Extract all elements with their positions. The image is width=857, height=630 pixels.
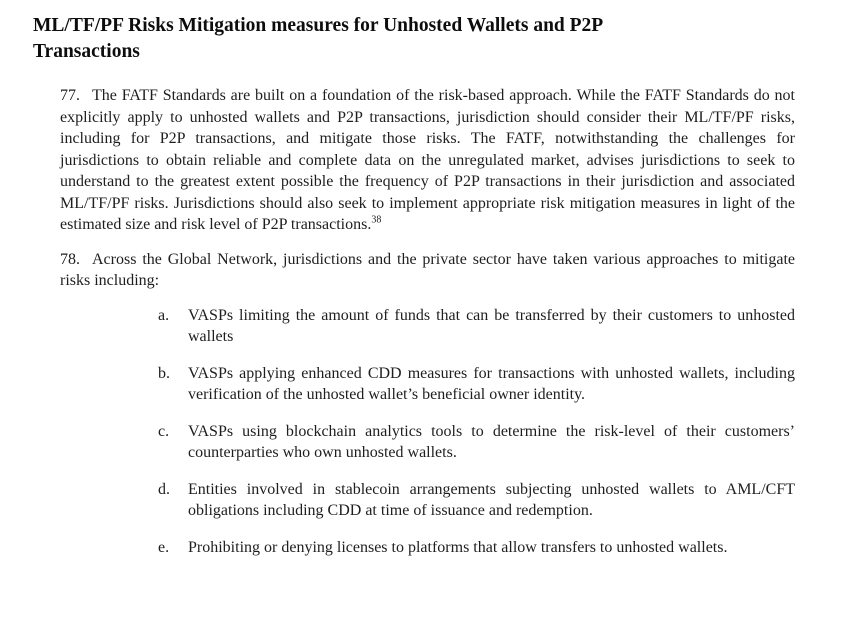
paragraph-77-text: The FATF Standards are built on a foundation of the risk-based approach. While the FATF Standards do not explicitly apply to unhosted wallets and P2P transactions, jurisdiction should consider their ML/TF/PF risks, including for P2P transactions, and mitigate those risks. The FATF, notwithstanding the challenges for jurisdictions to obtain reliable and complete data on the unregulated market, advises jurisdictions to seek to understand to the greatest extent possible the frequency of P2P transactions in their jurisdiction and associated ML/TF/PF risks. Jurisdictions should also seek to implement appropriate risk mitigation measures in light of the estimated size and risk level of P2P transactions. [60,87,795,233]
paragraph-77 [60,85,795,236]
paragraph-77-number: 77. [60,87,80,104]
list-item-d-marker: d. [158,480,170,498]
list-item-d-text: Entities involved in stablecoin arrangements subjecting unhosted wallets to AML/CFT obligations including CDD at time of issuance and redemption. [188,480,795,519]
paragraph-78 [60,249,795,292]
paragraph-78-text: Across the Global Network, jurisdictions and the private sector have taken various approaches to mitigate risks including: [60,250,795,289]
footnote-ref-38: 38 [371,214,382,226]
list-item-d [158,479,795,522]
list-item-c-text: VASPs using blockchain analytics tools to determine the risk-level of their customers’ counterparties who own unhosted wallets. [188,422,795,461]
list-item-a-marker: a. [158,306,170,324]
list-item-e-text: Prohibiting or denying licenses to platforms that allow transfers to unhosted wallets. [188,538,728,556]
list-item-e [158,537,795,559]
mitigation-measures-list [158,305,795,559]
list-item-c [158,421,795,464]
list-item-c-marker: c. [158,422,170,440]
list-item-b-marker: b. [158,364,170,382]
list-item-a-text: VASPs limiting the amount of funds that can be transferred by their customers to unhosted wallets [188,306,795,345]
list-item-b-text: VASPs applying enhanced CDD measures for transactions with unhosted wallets, including verification of the unhosted wallet’s beneficial owner identity. [188,364,795,403]
list-item-b [158,363,795,406]
list-item-a [158,305,795,348]
paragraph-78-number: 78. [60,250,80,268]
section-heading: ML/TF/PF Risks Mitigation measures for Unhosted Wallets and P2P Transactions [33,15,603,62]
list-item-e-marker: e. [158,538,170,556]
